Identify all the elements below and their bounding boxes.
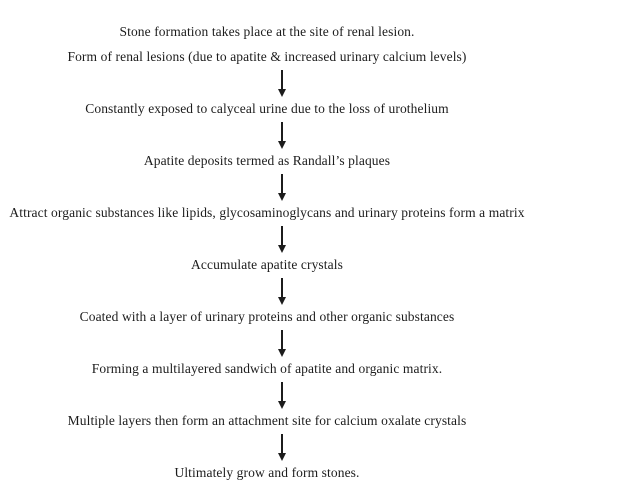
arrow-head [278, 89, 286, 97]
flow-step-10: Ultimately grow and form stones. [174, 465, 360, 480]
down-arrow-icon [278, 70, 286, 97]
flow-step-7: Coated with a layer of urinary proteins and other organic substances [79, 309, 455, 324]
arrow-shaft [281, 382, 283, 401]
arrow-shaft [281, 70, 283, 89]
flow-step-9: Multiple layers then form an attachment site for calcium oxalate crystals [67, 413, 467, 428]
arrow-shaft [281, 278, 283, 297]
flow-step-5: Attract organic substances like lipids, glycosaminoglycans and urinary proteins form a matrix [9, 205, 525, 220]
arrow-head [278, 141, 286, 149]
flow-step-1: Stone formation takes place at the site of renal lesion. [119, 24, 415, 39]
arrow-head [278, 245, 286, 253]
down-arrow-icon [278, 122, 286, 149]
arrow-shaft [281, 330, 283, 349]
arrow-shaft [281, 434, 283, 453]
arrow-head [278, 297, 286, 305]
down-arrow-icon [278, 278, 286, 305]
down-arrow-icon [278, 174, 286, 201]
flow-step-3: Constantly exposed to calyceal urine due to the loss of urothelium [85, 101, 449, 116]
arrow-shaft [281, 122, 283, 141]
arrow-shaft [281, 226, 283, 245]
down-arrow-icon [278, 330, 286, 357]
flow-step-6: Accumulate apatite crystals [191, 257, 343, 272]
down-arrow-icon [278, 382, 286, 409]
flow-step-2: Form of renal lesions (due to apatite & increased urinary calcium levels) [67, 49, 467, 64]
flow-step-8: Forming a multilayered sandwich of apatite and organic matrix. [91, 361, 443, 376]
arrow-head [278, 349, 286, 357]
flow-step-4: Apatite deposits termed as Randall’s plaques [143, 153, 391, 168]
arrow-head [278, 453, 286, 461]
down-arrow-icon [278, 434, 286, 461]
arrow-shaft [281, 174, 283, 193]
arrow-head [278, 193, 286, 201]
down-arrow-icon [278, 226, 286, 253]
arrow-head [278, 401, 286, 409]
